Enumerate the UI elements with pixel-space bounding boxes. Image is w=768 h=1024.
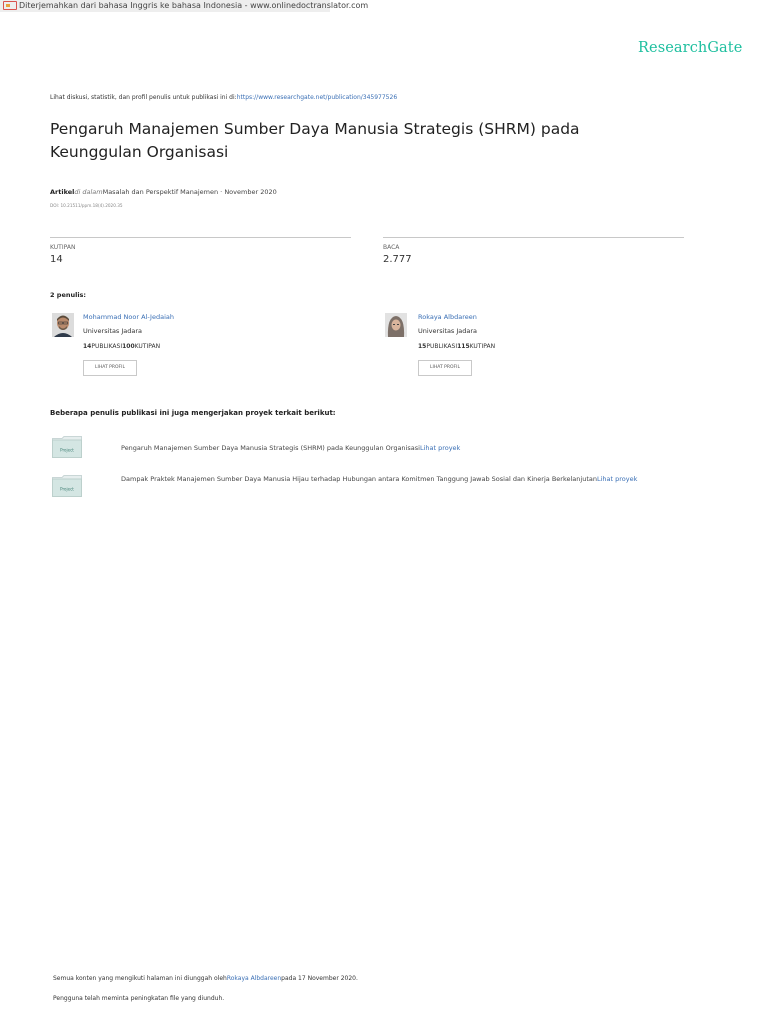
author-photo-icon — [52, 313, 74, 337]
author-citations-count: 115 — [457, 343, 470, 350]
publications-count: 15 — [418, 343, 427, 350]
citations-label: KUTIPAN — [50, 244, 76, 251]
authors-heading: 2 penulis: — [50, 291, 87, 299]
reads-count: 2.777 — [383, 254, 412, 265]
author-citations-label: KUTIPAN — [134, 343, 161, 350]
banner-text[interactable]: Diterjemahkan dari bahasa Inggris ke bahasa Indonesia - www.onlinedoctranslator.com — [19, 1, 369, 10]
author-stats — [83, 343, 160, 350]
translator-icon — [3, 1, 17, 10]
view-profile-button[interactable]: LIHAT PROFIL — [83, 360, 137, 376]
author-stats — [418, 343, 495, 350]
view-project-link[interactable]: Lihat proyek — [419, 444, 461, 452]
publication-meta — [50, 188, 277, 196]
upload-note-prefix: Semua konten yang mengikuti halaman ini diunggah oleh — [53, 975, 227, 982]
publications-label: PUBLIKASI — [91, 343, 123, 350]
project-title: Pengaruh Manajemen Sumber Daya Manusia Strategis (SHRM) pada Keunggulan Organisasi — [121, 444, 420, 452]
discussion-prefix: Lihat diskusi, statistik, dan profil penulis untuk publikasi ini di: — [50, 94, 237, 101]
author-citations-label: KUTIPAN — [469, 343, 496, 350]
author-institution: Universitas Jadara — [418, 327, 478, 335]
project-item — [121, 444, 460, 452]
view-profile-button[interactable]: LIHAT PROFIL — [418, 360, 472, 376]
discussion-line — [50, 94, 397, 101]
publications-label: PUBLIKASI — [426, 343, 458, 350]
doi: DOI: 10.21511/ppm.18(4).2020.35 — [50, 203, 123, 208]
avatar[interactable] — [52, 313, 74, 337]
author-name-link[interactable]: Mohammad Noor Al-Jedaiah — [83, 313, 174, 321]
avatar[interactable] — [385, 313, 407, 337]
project-item — [121, 475, 637, 483]
reads-label: BACA — [383, 244, 400, 251]
enhancement-note: Pengguna telah meminta peningkatan file yang diunduh. — [53, 995, 225, 1002]
journal-info: Masalah dan Perspektif Manajemen · November 2020 — [102, 188, 277, 196]
translation-banner — [0, 0, 369, 12]
projects-heading: Beberapa penulis publikasi ini juga mengerjakan proyek terkait berikut: — [50, 409, 336, 417]
author-photo-icon — [385, 313, 407, 337]
author-name-link[interactable]: Rokaya Albdareen — [418, 313, 477, 321]
reads-divider — [383, 237, 684, 238]
publications-count: 14 — [83, 343, 92, 350]
article-type: Artikel — [50, 188, 75, 196]
view-project-link[interactable]: Lihat proyek — [596, 475, 638, 483]
author-institution: Universitas Jadara — [83, 327, 143, 335]
project-folder-icon[interactable] — [52, 475, 82, 497]
uploader-link[interactable]: Rokaya Albdareen — [226, 975, 282, 982]
upload-note-suffix: pada 17 November 2020. — [281, 975, 358, 982]
upload-note — [53, 975, 358, 982]
publication-link[interactable]: https://www.researchgate.net/publication/345977526 — [236, 94, 398, 101]
citations-count: 14 — [50, 254, 63, 265]
project-title: Dampak Praktek Manajemen Sumber Daya Manusia Hijau terhadap Hubungan antara Komitmen Tanggung Jawab Sosial dan Kinerja Berkelanjutan — [121, 475, 597, 483]
project-folder-icon[interactable] — [52, 436, 82, 458]
author-citations-count: 100 — [122, 343, 135, 350]
researchgate-logo[interactable]: ResearchGate — [638, 40, 743, 56]
folder-label: Project — [60, 447, 74, 453]
publication-title: Pengaruh Manajemen Sumber Daya Manusia Strategis (SHRM) pada Keunggulan Organisasi — [50, 120, 580, 161]
folder-label: Project — [60, 486, 74, 492]
citations-divider — [50, 237, 351, 238]
meta-in: di dalam — [74, 188, 103, 196]
